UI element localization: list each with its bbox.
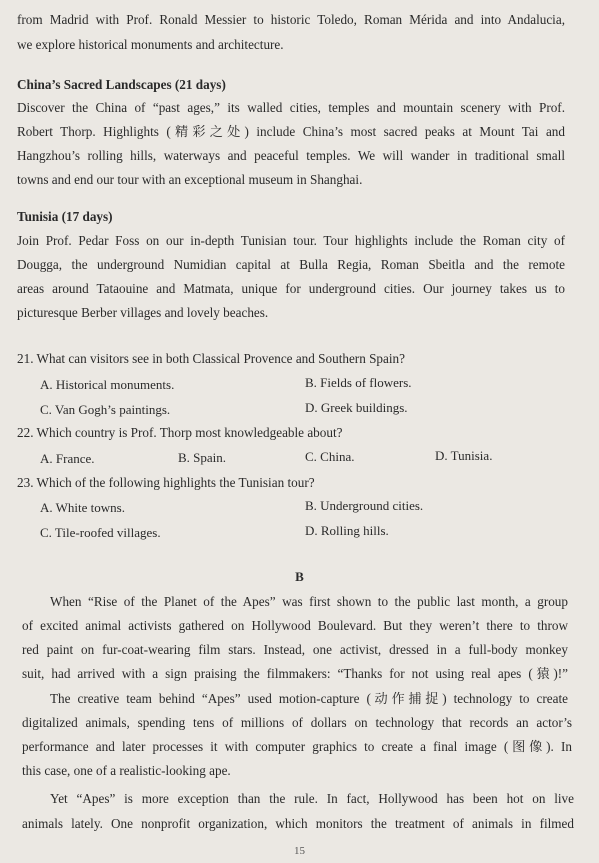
section-title-tunisia: Tunisia (17 days) [17,209,113,224]
answer-option: D. Greek buildings. [305,400,408,415]
answer-option: C. China. [305,449,355,464]
passage-line: animals lately. One nonprofit organization, which monitors the treatment of animals in filmed [22,816,574,831]
page-number: 15 [294,845,305,857]
answer-option: C. Van Gogh’s paintings. [40,402,171,417]
section-label-b: B [295,569,304,584]
question-stem: 23. Which of the following highlights the Tunisian tour? [17,475,315,490]
answer-option: A. France. [40,451,95,466]
intro-line: from Madrid with Prof. Ronald Messier to historic Toledo, Roman Mérida and into Andalucia, [17,12,565,27]
answer-option: A. Historical monuments. [40,377,175,392]
china-line: towns and end our tour with an exceptional museum in Shanghai. [17,172,363,187]
passage-line: suit, had arrived with a sign praising the filmmakers: “Thanks for not using real apes (猿)!” [22,666,568,681]
china-line: Robert Thorp. Highlights (精彩之处) include China’s most sacred peaks at Mount Tai and [17,124,565,139]
passage-line: The creative team behind “Apes” used motion-capture (动作捕捉) technology to create [50,691,568,706]
passage-line: Yet “Apes” is more exception than the rule. In fact, Hollywood has been hot on live [50,791,574,806]
tunisia-line: areas around Tataouine and Matmata, unique for underground cities. Our journey takes us to [17,281,565,296]
answer-option: D. Rolling hills. [305,523,389,538]
china-line: Discover the China of “past ages,” its walled cities, temples and mountain scenery with Prof. [17,100,565,115]
section-title-china: China’s Sacred Landscapes (21 days) [17,77,226,92]
answer-option: B. Spain. [178,450,227,465]
passage-line: of excited animal activists gathered on Hollywood Boulevard. But they weren’t there to throw [22,618,568,633]
china-line: Hangzhou’s rolling hills, waterways and peaceful temples. We will wander in traditional small [17,148,565,163]
intro-line: we explore historical monuments and architecture. [17,37,284,52]
passage-line: red paint on fur-coat-wearing film stars. Instead, one activist, dressed in a full-body monkey [22,642,568,657]
passage-line: When “Rise of the Planet of the Apes” was first shown to the public last month, a group [50,594,568,609]
tunisia-line: Join Prof. Pedar Foss on our in-depth Tunisian tour. Tour highlights include the Roman city of [17,233,565,248]
answer-option: B. Fields of flowers. [305,375,412,390]
tunisia-line: Dougga, the underground Numidian capital at Bulla Regia, Roman Sbeitla and the remote [17,257,565,272]
tunisia-line: picturesque Berber villages and lovely beaches. [17,305,269,320]
passage-line: this case, one of a realistic-looking ape. [22,763,231,778]
answer-option: C. Tile-roofed villages. [40,525,161,540]
passage-line: performance and later processes it with computer graphics to create a final image (图像). In [22,739,572,754]
passage-line: digitalized animals, spending tens of millions of dollars on technology that records an actor’s [22,715,572,730]
answer-option: B. Underground cities. [305,498,424,513]
answer-option: D. Tunisia. [435,448,493,463]
question-stem: 22. Which country is Prof. Thorp most knowledgeable about? [17,425,343,440]
answer-option: A. White towns. [40,500,125,515]
question-stem: 21. What can visitors see in both Classical Provence and Southern Spain? [17,351,405,366]
